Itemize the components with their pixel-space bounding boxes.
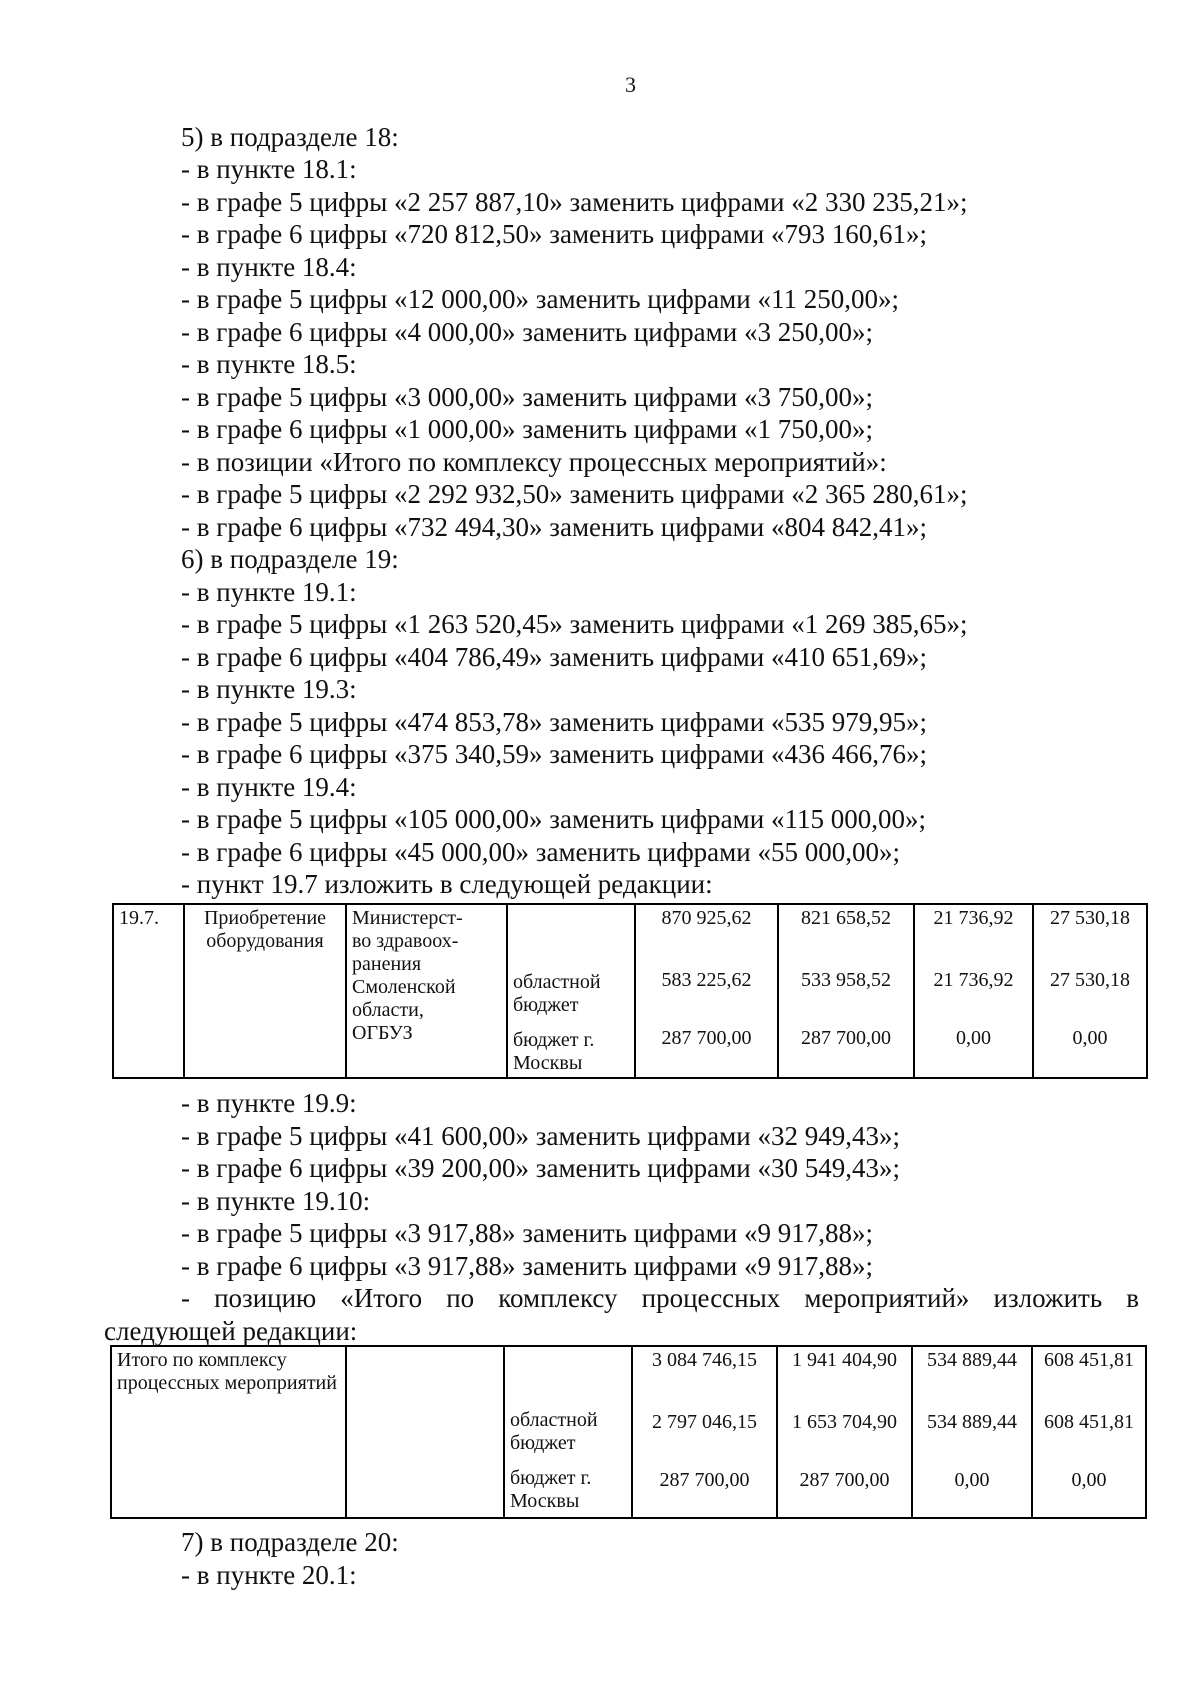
col7-total: 21 736,92	[933, 907, 1014, 929]
col6-cell	[777, 1346, 912, 1518]
item-number: 19.7.	[113, 904, 184, 1078]
text-line: - в пункте 19.10:	[181, 1186, 371, 1216]
text-line: - в графе 6 цифры «39 200,00» заменить цифрами «30 549,43»;	[181, 1153, 900, 1183]
text-line: - в пункте 18.1:	[181, 154, 357, 184]
para-word: -	[181, 1283, 190, 1313]
col8-total: 608 451,81	[1044, 1349, 1134, 1371]
executor-line: Смоленской	[352, 976, 456, 998]
text-line: - в графе 5 цифры «2 292 932,50» заменить цифрами «2 365 280,61»;	[181, 479, 968, 509]
source-moscow: бюджет г. Москвы	[510, 1467, 592, 1512]
text-line: - в графе 5 цифры «105 000,00» заменить цифрами «115 000,00»;	[181, 804, 926, 834]
col7-moscow: 0,00	[956, 1027, 991, 1049]
table-item-19-7	[112, 903, 1148, 1079]
text-line: - в графе 5 цифры «1 263 520,45» заменить цифрами «1 269 385,65»;	[181, 609, 968, 639]
text-line: - в пункте 19.9:	[181, 1088, 357, 1118]
source-moscow: бюджет г. Москвы	[513, 1029, 595, 1074]
executor-line: области,	[352, 999, 424, 1021]
text-line: - в графе 6 цифры «732 494,30» заменить цифрами «804 842,41»;	[181, 512, 927, 542]
para-word: по	[446, 1283, 475, 1313]
col8-cell	[1032, 1346, 1146, 1518]
text-line: - в пункте 19.1:	[181, 577, 357, 607]
text-line: - в графе 6 цифры «3 917,88» заменить цифрами «9 917,88»;	[181, 1251, 873, 1281]
executor-cell	[346, 904, 507, 1078]
col8-total: 27 530,18	[1050, 907, 1130, 929]
col5-total: 3 084 746,15	[652, 1349, 757, 1371]
col5-regional: 2 797 046,15	[652, 1411, 757, 1433]
text-line: - в пункте 19.3:	[181, 674, 357, 704]
col7-regional: 534 889,44	[927, 1411, 1017, 1433]
col8-moscow: 0,00	[1071, 1469, 1107, 1491]
para-word: в	[1126, 1283, 1139, 1313]
source-cell	[504, 1346, 632, 1518]
table-total	[110, 1345, 1147, 1519]
col7-cell	[914, 904, 1033, 1078]
col7-regional: 21 736,92	[933, 969, 1014, 991]
text-line: - в графе 5 цифры «3 917,88» заменить цифрами «9 917,88»;	[181, 1218, 873, 1248]
col7-moscow: 0,00	[954, 1469, 990, 1491]
para-word: позицию	[214, 1283, 317, 1313]
text-line: - в пункте 18.4:	[181, 252, 357, 282]
executor-line: во здравоох-	[352, 930, 459, 952]
col6-total: 1 941 404,90	[792, 1349, 897, 1371]
col7-total: 534 889,44	[927, 1349, 1017, 1371]
text-line: - в позиции «Итого по комплексу процессных мероприятий»:	[181, 447, 887, 477]
text-line: - в графе 5 цифры «474 853,78» заменить цифрами «535 979,95»;	[181, 707, 927, 737]
para-word: мероприятий»	[804, 1283, 970, 1313]
col5-cell	[635, 904, 778, 1078]
executor-line: ОГБУЗ	[352, 1022, 413, 1044]
col8-regional: 27 530,18	[1050, 969, 1130, 991]
text-line: 7) в подразделе 20:	[181, 1527, 399, 1557]
col6-moscow: 287 700,00	[799, 1469, 890, 1491]
text-line: - в графе 6 цифры «720 812,50» заменить цифрами «793 160,61»;	[181, 219, 927, 249]
text-line: - в пункте 19.4:	[181, 772, 357, 802]
text-line: - в пункте 18.5:	[181, 349, 357, 379]
executor-cell-empty	[346, 1346, 504, 1518]
page-number: 3	[625, 72, 636, 97]
text-line: - в графе 5 цифры «12 000,00» заменить цифрами «11 250,00»;	[181, 284, 899, 314]
col5-moscow: 287 700,00	[659, 1469, 750, 1491]
source-cell	[507, 904, 635, 1078]
executor-line: ранения	[352, 953, 422, 975]
text-line: - в графе 6 цифры «375 340,59» заменить цифрами «436 466,76»;	[181, 739, 927, 769]
col8-regional: 608 451,81	[1044, 1411, 1134, 1433]
para-word: изложить	[993, 1283, 1103, 1313]
text-line: - в графе 5 цифры «41 600,00» заменить цифрами «32 949,43»;	[181, 1121, 900, 1151]
para-word: «Итого	[340, 1283, 423, 1313]
table-row	[111, 1346, 1146, 1518]
col6-regional: 533 958,52	[801, 969, 891, 991]
para-word: процессных	[641, 1283, 781, 1313]
text-line: - в графе 5 цифры «3 000,00» заменить цифрами «3 750,00»;	[181, 382, 873, 412]
total-paragraph	[181, 1282, 1139, 1314]
source-regional: областной бюджет	[513, 971, 601, 1016]
col6-moscow: 287 700,00	[801, 1027, 891, 1049]
col6-regional: 1 653 704,90	[792, 1411, 897, 1433]
text-line: 6) в подразделе 19:	[181, 544, 399, 574]
table-row	[113, 904, 1147, 1078]
col7-cell	[912, 1346, 1032, 1518]
col5-cell	[632, 1346, 777, 1518]
col6-cell	[778, 904, 914, 1078]
text-line: 5) в подразделе 18:	[181, 122, 399, 152]
text-line: - в графе 5 цифры «2 257 887,10» заменить цифрами «2 330 235,21»;	[181, 187, 968, 217]
executor-line: Министерст-	[352, 907, 463, 929]
text-line: - в графе 6 цифры «1 000,00» заменить цифрами «1 750,00»;	[181, 414, 873, 444]
col5-regional: 583 225,62	[661, 969, 752, 991]
text-line: - в графе 6 цифры «404 786,49» заменить цифрами «410 651,69»;	[181, 642, 927, 672]
source-regional: областной бюджет	[510, 1409, 598, 1454]
item-name: Приобретение оборудования	[184, 904, 346, 1078]
para-word: комплексу	[498, 1283, 618, 1313]
text-line: - в графе 6 цифры «45 000,00» заменить цифрами «55 000,00»;	[181, 837, 900, 867]
total-paragraph-continuation: следующей редакции:	[104, 1316, 358, 1346]
text-line: - пункт 19.7 изложить в следующей редакции:	[181, 869, 713, 899]
text-line: - в графе 6 цифры «4 000,00» заменить цифрами «3 250,00»;	[181, 317, 873, 347]
col8-moscow: 0,00	[1072, 1027, 1108, 1049]
col5-moscow: 287 700,00	[661, 1027, 752, 1049]
text-line: - в пункте 20.1:	[181, 1560, 357, 1590]
total-name: Итого по комплексу процессных мероприятий	[111, 1346, 346, 1518]
col6-total: 821 658,52	[801, 907, 891, 929]
col5-total: 870 925,62	[661, 907, 752, 929]
col8-cell	[1033, 904, 1147, 1078]
